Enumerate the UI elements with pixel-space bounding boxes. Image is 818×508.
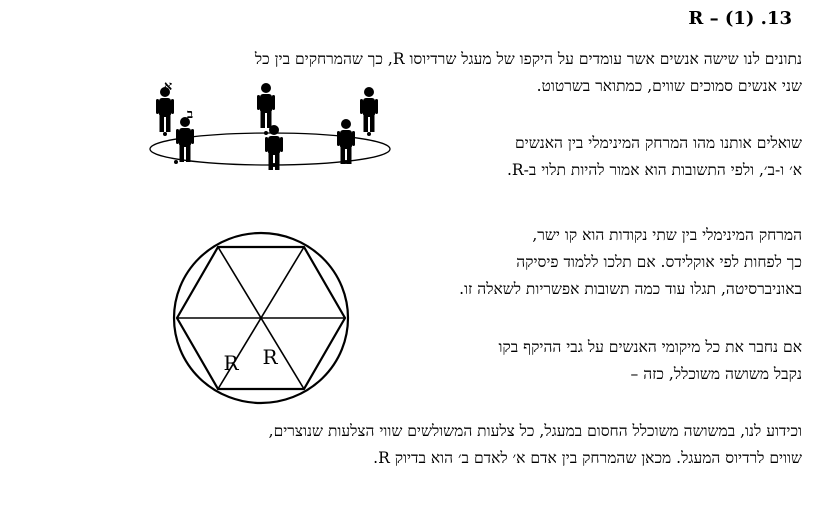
paragraph-conclusion	[269, 418, 802, 472]
paragraph-line: נתונים לנו שישה אנשים אשר עומדים על היקפו של מעגל שרדיוסו R, כך שהמרחקים בין כל	[254, 50, 802, 68]
people-on-circle-figure	[140, 76, 400, 176]
radius-label-right: R	[262, 345, 278, 369]
problem-heading: R – (1) .13	[688, 8, 792, 29]
paragraph-euclid	[459, 222, 802, 303]
position-dot	[163, 132, 167, 136]
paragraph-line: נקבל משושה משוכלל, כזה –	[630, 365, 802, 383]
position-dot	[264, 131, 268, 135]
paragraph-hexagon	[498, 334, 802, 388]
paragraph-question	[507, 130, 802, 184]
paragraph-line: שני אנשים סמוכים שווים, כמתואר בשרטוט.	[536, 77, 802, 95]
paragraph-line: כך לפחות לפי אוקלידס. אם תלכו ללמוד פיסיקה	[516, 253, 802, 271]
paragraph-line: המרחק המינימלי בין שתי נקודות הוא קו ישר,	[532, 226, 802, 244]
paragraph-line: וכידוע לנו, במשושה משוכלל החסום במעגל, כל צלעות המשולשים שווי הצלעות שנוצרים,	[268, 422, 802, 440]
person-front-right	[337, 119, 355, 164]
person-back-center	[257, 83, 275, 128]
paragraph-line: שווים לרדיוס המעגל. מכאן שהמרחק בין אדם א׳ לאדם ב׳ הוא בדיוק R.	[373, 449, 802, 467]
radius-label-left: R	[223, 351, 239, 375]
person-label-b: ב	[186, 107, 194, 122]
position-dot	[344, 160, 348, 164]
position-dot	[272, 163, 276, 167]
paragraph-line: באוניברסיטה, תגלו עוד כמה תשובות אפשריות לשאלה זו.	[459, 280, 802, 298]
hexagon-in-circle-figure	[170, 230, 352, 406]
person-back-right	[360, 87, 378, 132]
person-front-left	[176, 117, 194, 162]
position-dot	[367, 132, 371, 136]
paragraph-line: אם נחבר את כל מיקומי האנשים על גבי ההיקף בקו	[498, 338, 802, 356]
paragraph-line: שואלים אותנו מהו המרחק המינימלי בין האנשים	[515, 134, 802, 152]
paragraph-line: א׳ ו-ב׳, ולפי התשובות הוא אמור להיות תלוי ב-R.	[506, 161, 802, 179]
position-dot	[174, 160, 178, 164]
person-label-a: א	[163, 79, 173, 94]
